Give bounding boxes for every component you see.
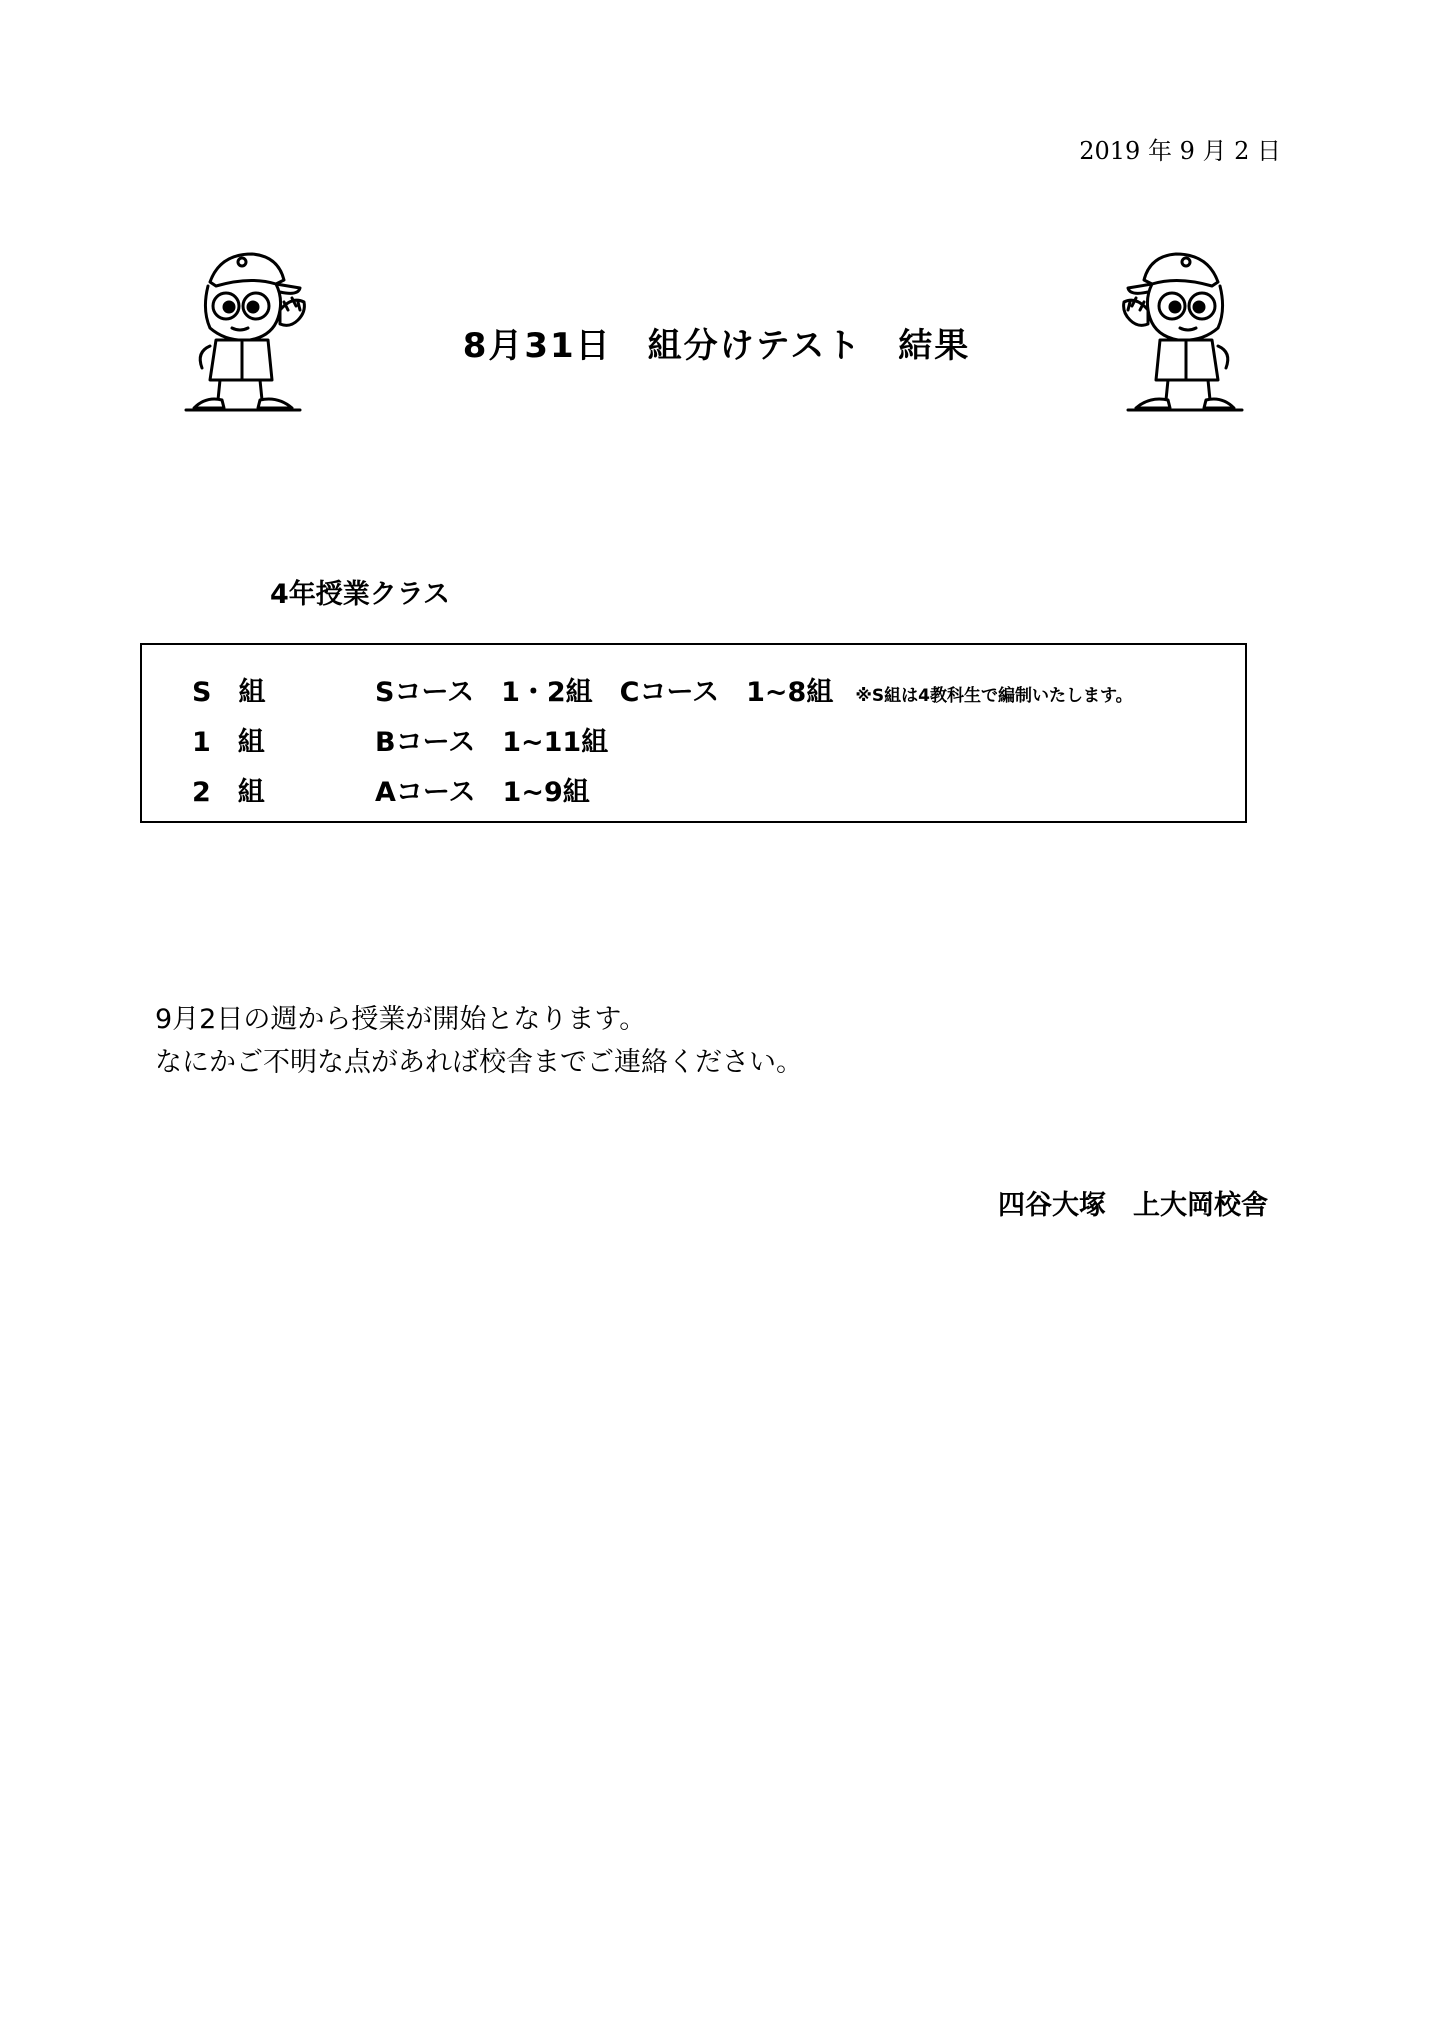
message-line: 9月2日の週から授業が開始となります。 bbox=[155, 1004, 647, 1035]
group-note: ※S組は4教科生で編制いたします。 bbox=[855, 686, 1133, 706]
message-line: なにかご不明な点があれば校舎までご連絡ください。 bbox=[155, 1047, 803, 1078]
class-heading: 4年授業クラス bbox=[270, 579, 450, 610]
school-signature: 四谷大塚 上大岡校舎 bbox=[998, 1190, 1268, 1221]
group-name: 1 組 bbox=[192, 727, 265, 758]
group-courses bbox=[375, 670, 1133, 709]
group-courses: Bコース 1~11組 bbox=[375, 727, 609, 758]
group-name: 2 組 bbox=[192, 777, 265, 808]
group-name: S 組 bbox=[192, 677, 266, 708]
class-assignment-box bbox=[140, 643, 1247, 823]
group-courses: Aコース 1~9組 bbox=[375, 777, 590, 808]
courses-text: Sコース 1・2組 Cコース 1~8組 bbox=[375, 677, 834, 708]
document-date: 2019 年 9 月 2 日 bbox=[1079, 137, 1281, 165]
page-title: 8月31日 組分けテスト 結果 bbox=[462, 326, 971, 366]
